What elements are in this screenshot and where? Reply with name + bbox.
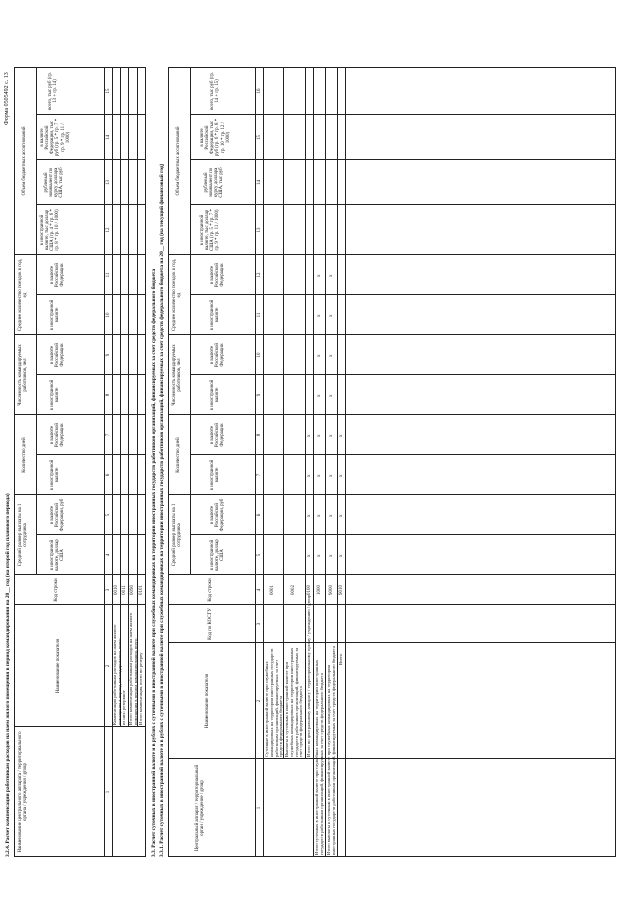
x-mark: x <box>329 354 334 357</box>
x-mark: x <box>339 434 344 437</box>
hdr-staff: Численность командируемых работников, чел <box>18 344 29 406</box>
hdr33-budget-rub: в валюте Российской Федерации, тыс руб (гр. 6 * гр. 8 * гр. 10 * гр. 12 / 1000) <box>200 118 231 157</box>
row33-label: Всего <box>338 653 343 665</box>
colnum: 6 <box>106 473 111 477</box>
hdr33-trips: Среднее количество поездок в год, ед <box>172 258 183 332</box>
colnum33: 14 <box>257 180 262 185</box>
row-324-label: Итого компенсация, всего по резерву <box>138 652 143 725</box>
hdr33-avg: Средний размер выплаты на 1 сотрудника <box>172 503 183 567</box>
x-mark: x <box>317 314 322 317</box>
colnum33: 4 <box>257 588 262 592</box>
hdr-avg-trips: Среднее количество поездок в год, ед <box>18 258 29 332</box>
hdr33-org: Центральный аппарат / территориальный орган / учреждение / group <box>195 764 206 852</box>
row-324-code: 0090 <box>130 585 135 595</box>
hdr33-trips-fx: в иностранной валюте <box>210 299 221 331</box>
colnum33: 7 <box>257 473 262 477</box>
colnum: 13 <box>106 180 111 185</box>
colnum33: 5 <box>257 553 262 557</box>
hdr33-trips-rub: в валюте Российской Федерации <box>210 262 226 288</box>
hdr-org: Наименование центрального аппарата / территориального органа / учреждения / group <box>18 731 29 853</box>
row-324-code: 0011 <box>122 585 127 595</box>
section-324-title: 3.2.4. Расчет компенсации работникам расходов на наем жилого помещения в период командирования на 20__ год (на второй год планового периода) <box>5 493 11 857</box>
x-mark: x <box>317 434 322 437</box>
row33-label: Выплаты к суточным в иностранной валюте при служебных командировках на территории иностранных государств работников организаций, финансируемых за счет средств федерального бюджета <box>284 647 304 757</box>
colnum33: 10 <box>257 352 262 358</box>
hdr33-staff: Численность командируемых работников, чел <box>172 344 183 406</box>
colnum33: 12 <box>257 272 262 278</box>
row-324-code: 0010 <box>114 585 119 595</box>
hdr-code: Код строки <box>54 578 59 602</box>
hdr33-staff-fx: в иностранной валюте <box>210 379 221 411</box>
x-mark: x <box>329 554 334 557</box>
colnum: 15 <box>106 88 111 94</box>
hdr-budget: Объем бюджетных ассигнований <box>22 126 27 196</box>
x-mark: x <box>317 554 322 557</box>
x-mark: x <box>307 434 312 437</box>
row33-code: 1000 <box>317 585 322 595</box>
row33-label: Итого выплаты к суточным в иностранной валюте при служебных командировках на территории иностранных государств работникам организаций, финансируемых за счет средств федерального бюджета <box>326 646 336 855</box>
hdr-staff-fx: в иностранной валюте <box>50 379 61 411</box>
hdr33-staff-rub: в валюте Российской Федерации <box>210 342 226 368</box>
row-324-code: 0101 <box>139 585 144 595</box>
row33-code: 0001 <box>270 585 275 595</box>
hdr-avg-trips-rub: в валюте Российской Федерации <box>50 262 66 288</box>
colnum: 14 <box>106 135 111 140</box>
x-mark: x <box>329 514 334 517</box>
row-324-label: Компенсация работникам расходов на наем жилого помещения в период командирования, всего <box>112 624 122 725</box>
colnum33: 13 <box>257 227 262 233</box>
colnum33: 9 <box>257 393 262 397</box>
colnum33: 15 <box>257 135 262 140</box>
colnum: 11 <box>106 272 111 278</box>
colnum: 12 <box>106 227 111 233</box>
hdr33-budget: Объем бюджетных ассигнований <box>176 126 181 196</box>
colnum33: 3 <box>257 622 262 626</box>
hdr-budget-usd: в иностранной валюте, тыс доллар США (гр. 4 * гр. 6 * гр. 8 * гр. 10 / 1000) <box>40 209 61 251</box>
colnum: 7 <box>106 433 111 437</box>
row33-label: Суточные в иностранной валюте при служебных командировках на территории иностранных государств работникам организаций, финансируемых за счет средств федерального бюджета <box>264 648 284 757</box>
colnum33: 2 <box>257 699 262 703</box>
x-mark: x <box>317 474 322 477</box>
hdr-budget-equiv: рублевый эквивалент по курсу доллара США, тыс руб <box>44 167 65 198</box>
x-mark: x <box>329 394 334 397</box>
x-mark: x <box>317 354 322 357</box>
x-mark: x <box>329 474 334 477</box>
hdr33-budget-total: всего, тыс руб (гр. 14 + гр. 15) <box>210 71 221 111</box>
form-number: Форма 0505492 с. 13 <box>4 72 10 125</box>
row33-label: Итого по центральному аппарату / территориальному органу / учреждению / group <box>306 594 311 757</box>
colnum: 8 <box>106 393 111 397</box>
hdr-days-rub: в валюте Российской Федерации <box>50 422 66 448</box>
x-mark: x <box>329 314 334 317</box>
colnum: 9 <box>106 353 111 357</box>
row33-code: 0002 <box>291 585 296 595</box>
hdr-days-fx: в иностранной валюте <box>50 459 61 491</box>
hdr33-budget-equiv: рублевый эквивалент по курсу доллара США, тыс руб <box>204 167 225 198</box>
section-33-title: 3.3. Расчет суточных в иностранной валюте и в рублях с суточными в иностранной валюте при служебных командировках на территории иностранных государств работников организаций, финансируемых за счет средств федерального бюджета <box>151 268 157 857</box>
hdr33-days-rub: в валюте Российской Федерации <box>210 422 226 448</box>
x-mark: x <box>317 514 322 517</box>
colnum33: 8 <box>257 433 262 437</box>
row33-code: 9010 <box>339 585 344 595</box>
hdr-avg-cost-usd: в иностранной валюте, доллар США <box>50 539 66 571</box>
colnum33: 11 <box>257 312 262 318</box>
hdr33-indicator: Наименование показателя <box>205 673 210 729</box>
x-mark: x <box>317 274 322 277</box>
hdr-avg-trips-fx: в иностранной валюте <box>50 299 61 331</box>
colnum33: 16 <box>257 88 262 94</box>
x-mark: x <box>329 274 334 277</box>
row-324-label: Итого компенсация работникам расходов на наем жилого помещения в период командирования, всего <box>128 612 138 725</box>
hdr33-kosgu: Код по КОСГУ <box>208 608 213 640</box>
hdr33-code: Код строки <box>208 578 213 602</box>
row33-code: 9000 <box>329 585 334 595</box>
row33-label: Итого суточных в иностранной валюте при служебных командировках на территории иностранных государств работникам организаций, финансируемых за счет средств федерального бюджета <box>314 659 324 855</box>
x-mark: x <box>307 474 312 477</box>
hdr33-avg-rub: в валюте Российской Федерации, руб <box>210 498 226 532</box>
x-mark: x <box>307 514 312 517</box>
colnum: 4 <box>106 553 111 557</box>
hdr33-days-fx: в иностранной валюте <box>210 459 221 491</box>
colnum: 2 <box>106 664 111 668</box>
colnum: 5 <box>106 513 111 517</box>
hdr-days: Количество дней <box>22 437 27 473</box>
hdr-avg-cost-rub: в валюте Российской Федерации, руб <box>50 498 66 532</box>
colnum33: 1 <box>257 806 262 810</box>
x-mark: x <box>307 554 312 557</box>
x-mark: x <box>317 394 322 397</box>
hdr-staff-rub: в валюте Российской Федерации <box>50 342 66 368</box>
x-mark: x <box>329 434 334 437</box>
hdr33-budget-usd: в иностранной валюте, тыс доллар США (гр. 5 * гр. 7 * гр. 9 * гр. 11 / 1000) <box>200 209 221 251</box>
colnum: 3 <box>106 588 111 592</box>
row-324-label: из них: резервное <box>121 690 126 725</box>
hdr33-avg-usd: в иностранной валюте, доллар США <box>210 539 226 571</box>
hdr33-days: Количество дней <box>176 437 181 473</box>
section-331-subtitle: 3.3.1. Расчет суточных в иностранной валюте и в рублях с суточными в иностранной валюте при служебных командировках на территории иностранных государств работников организаций, финансируемых за счет средств федерального бюджета на 20__ год (на текущий финансовый год) <box>159 163 165 857</box>
hdr-budget-total: всего, тыс руб (гр. 13 + гр. 14) <box>48 71 59 111</box>
hdr-avg-cost: Средний размер выплаты на 1 сотрудника <box>18 503 29 567</box>
x-mark: x <box>339 514 344 517</box>
x-mark: x <box>339 554 344 557</box>
colnum33: 6 <box>257 513 262 517</box>
row33-code: 0100 <box>307 585 312 595</box>
x-mark: x <box>339 474 344 477</box>
hdr-budget-rub: в валюте Российской Федерации, тыс руб (гр. 5 * гр. 7 * гр. 9 * гр. 11 / 1000) <box>40 118 71 157</box>
colnum: 1 <box>106 790 111 794</box>
colnum: 10 <box>106 312 111 318</box>
hdr-indicator: Наименование показателя <box>56 638 61 694</box>
